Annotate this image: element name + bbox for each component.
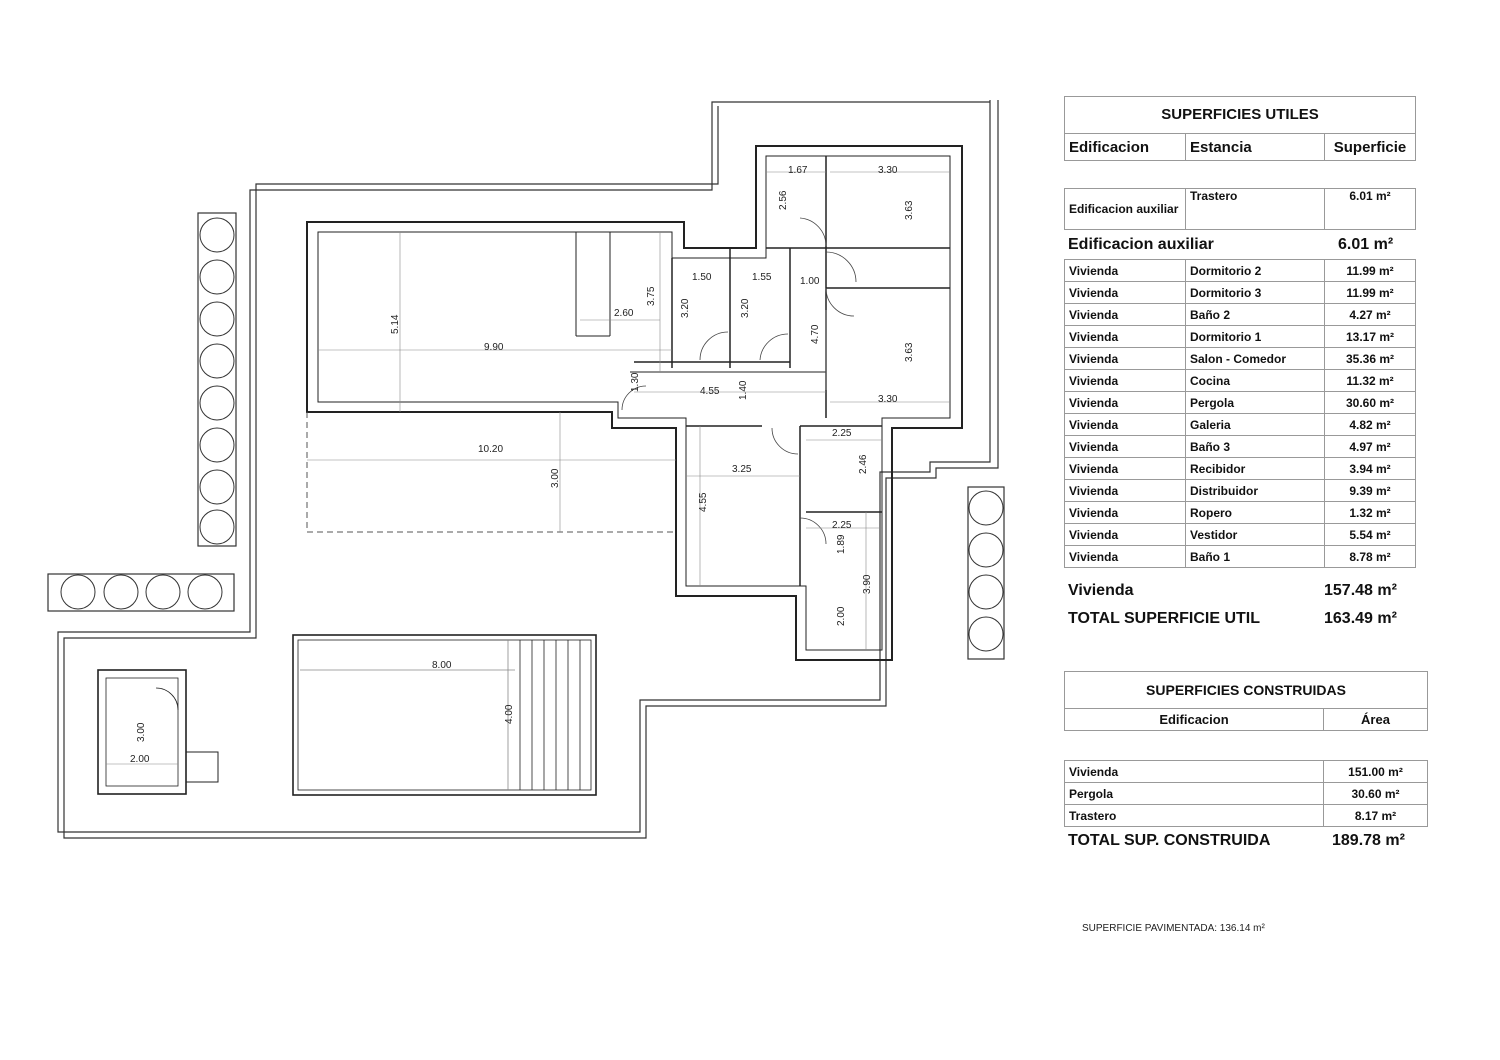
cell-estancia: Recibidor bbox=[1186, 458, 1325, 480]
cell-edificacion: Vivienda bbox=[1065, 458, 1186, 480]
cell-estancia: Trastero bbox=[1186, 189, 1325, 230]
cell-edificacion: Vivienda bbox=[1065, 348, 1186, 370]
col-edificacion-header: Edificacion bbox=[1065, 709, 1324, 731]
dim-label: 4.55 bbox=[700, 386, 720, 397]
cell-edificacion: Vivienda bbox=[1065, 260, 1186, 282]
table-row bbox=[1065, 348, 1416, 370]
table-row bbox=[1065, 370, 1416, 392]
cell-area: 30.60 m² bbox=[1324, 783, 1428, 805]
table-row bbox=[1065, 414, 1416, 436]
dim-label: 9.90 bbox=[484, 342, 504, 353]
cell-superficie: 4.27 m² bbox=[1325, 304, 1416, 326]
table-row bbox=[1065, 282, 1416, 304]
table-row bbox=[1065, 392, 1416, 414]
table-row bbox=[1065, 304, 1416, 326]
dim-label: 3.20 bbox=[680, 298, 691, 318]
dim-label: 4.70 bbox=[810, 324, 821, 344]
dim-label: 1.50 bbox=[692, 272, 712, 283]
cell-edificacion: Vivienda bbox=[1065, 436, 1186, 458]
table-row bbox=[1065, 480, 1416, 502]
construidas-total-value: 189.78 m² bbox=[1332, 832, 1405, 849]
cell-edificacion: Vivienda bbox=[1065, 480, 1186, 502]
cell-superficie: 9.39 m² bbox=[1325, 480, 1416, 502]
cell-edificacion: Vivienda bbox=[1065, 546, 1186, 568]
dim-label: 3.25 bbox=[732, 464, 752, 475]
table-row bbox=[1065, 524, 1416, 546]
cell-edificacion: Vivienda bbox=[1065, 392, 1186, 414]
dim-label: 3.00 bbox=[550, 468, 561, 488]
cell-superficie: 4.97 m² bbox=[1325, 436, 1416, 458]
dim-label: 10.20 bbox=[478, 444, 504, 455]
cell-estancia: Pergola bbox=[1186, 392, 1325, 414]
cell-estancia: Dormitorio 1 bbox=[1186, 326, 1325, 348]
cell-superficie: 5.54 m² bbox=[1325, 524, 1416, 546]
dim-label: 5.14 bbox=[390, 314, 401, 334]
cell-superficie: 13.17 m² bbox=[1325, 326, 1416, 348]
construidas-title: SUPERFICIES CONSTRUIDAS bbox=[1064, 671, 1428, 709]
cell-superficie: 11.32 m² bbox=[1325, 370, 1416, 392]
cell-superficie: 30.60 m² bbox=[1325, 392, 1416, 414]
dim-label: 2.60 bbox=[614, 308, 634, 319]
cell-superficie: 6.01 m² bbox=[1325, 189, 1416, 230]
pergola-outline bbox=[307, 412, 676, 532]
cell-estancia: Galeria bbox=[1186, 414, 1325, 436]
auxiliar-total-row bbox=[1068, 236, 1418, 256]
utiles-total-row bbox=[1068, 610, 1418, 630]
table-row bbox=[1065, 458, 1416, 480]
utiles-total-value: 163.49 m² bbox=[1324, 610, 1397, 627]
utiles-header-table bbox=[1064, 133, 1416, 161]
cell-estancia: Cocina bbox=[1186, 370, 1325, 392]
cell-superficie: 11.99 m² bbox=[1325, 282, 1416, 304]
storage-annex bbox=[98, 670, 218, 794]
cell-edificacion: Trastero bbox=[1065, 805, 1324, 827]
cell-estancia: Ropero bbox=[1186, 502, 1325, 524]
cell-estancia: Dormitorio 2 bbox=[1186, 260, 1325, 282]
dim-label: 3.75 bbox=[646, 286, 657, 306]
cell-area: 8.17 m² bbox=[1324, 805, 1428, 827]
pool bbox=[293, 635, 596, 795]
table-row bbox=[1065, 805, 1428, 827]
cell-superficie: 1.32 m² bbox=[1325, 502, 1416, 524]
cell-edificacion: Vivienda bbox=[1065, 414, 1186, 436]
cell-edificacion: Vivienda bbox=[1065, 282, 1186, 304]
table-row bbox=[1065, 260, 1416, 282]
cell-edificacion: Vivienda bbox=[1065, 524, 1186, 546]
cell-superficie: 11.99 m² bbox=[1325, 260, 1416, 282]
dim-label: 4.00 bbox=[504, 704, 515, 724]
table-row bbox=[1065, 189, 1416, 230]
cell-estancia: Baño 2 bbox=[1186, 304, 1325, 326]
auxiliar-total-value: 6.01 m² bbox=[1338, 236, 1394, 253]
table-row bbox=[1065, 502, 1416, 524]
cell-estancia: Baño 1 bbox=[1186, 546, 1325, 568]
cell-superficie: 3.94 m² bbox=[1325, 458, 1416, 480]
dim-label: 3.63 bbox=[904, 342, 915, 362]
dim-label: 3.63 bbox=[904, 200, 915, 220]
cell-estancia: Dormitorio 3 bbox=[1186, 282, 1325, 304]
cell-edificacion: Edificacion auxiliar bbox=[1065, 189, 1186, 230]
cell-edificacion: Vivienda bbox=[1065, 502, 1186, 524]
table-row bbox=[1065, 761, 1428, 783]
table-row bbox=[1065, 326, 1416, 348]
dim-label: 1.67 bbox=[788, 165, 808, 176]
utiles-auxiliar-table bbox=[1064, 188, 1416, 230]
dim-label: 2.25 bbox=[832, 428, 852, 439]
table-row bbox=[1065, 436, 1416, 458]
cell-superficie: 35.36 m² bbox=[1325, 348, 1416, 370]
vivienda-total-value: 157.48 m² bbox=[1324, 582, 1397, 599]
cell-estancia: Salon - Comedor bbox=[1186, 348, 1325, 370]
cell-edificacion: Vivienda bbox=[1065, 304, 1186, 326]
dim-label: 3.30 bbox=[878, 165, 898, 176]
table-row bbox=[1065, 546, 1416, 568]
vivienda-total-label: Vivienda bbox=[1068, 582, 1134, 599]
cell-edificacion: Vivienda bbox=[1065, 370, 1186, 392]
table-row bbox=[1065, 783, 1428, 805]
dim-label: 4.55 bbox=[698, 492, 709, 512]
dim-label: 3.20 bbox=[740, 298, 751, 318]
auxiliar-total-label: Edificacion auxiliar bbox=[1068, 236, 1214, 253]
construidas-header-table bbox=[1064, 708, 1428, 731]
construidas-total-row bbox=[1068, 832, 1428, 852]
col-estancia-header: Estancia bbox=[1186, 134, 1325, 161]
construidas-table bbox=[1064, 760, 1428, 827]
col-area-header: Área bbox=[1324, 709, 1428, 731]
paved-area-note: SUPERFICIE PAVIMENTADA: 136.14 m² bbox=[1082, 923, 1265, 934]
dim-label: 1.55 bbox=[752, 272, 772, 283]
cell-superficie: 8.78 m² bbox=[1325, 546, 1416, 568]
cell-edificacion: Pergola bbox=[1065, 783, 1324, 805]
cell-area: 151.00 m² bbox=[1324, 761, 1428, 783]
utiles-total-label: TOTAL SUPERFICIE UTIL bbox=[1068, 610, 1261, 627]
col-superficie-header: Superficie bbox=[1325, 134, 1416, 161]
vivienda-total-row bbox=[1068, 582, 1418, 602]
construidas-total-label: TOTAL SUP. CONSTRUIDA bbox=[1068, 832, 1271, 849]
dim-label: 1.00 bbox=[800, 276, 820, 287]
cell-estancia: Distribuidor bbox=[1186, 480, 1325, 502]
dim-label: 2.25 bbox=[832, 520, 852, 531]
cell-edificacion: Vivienda bbox=[1065, 761, 1324, 783]
dim-label: 1.30 bbox=[630, 372, 641, 392]
dim-label: 2.46 bbox=[858, 454, 869, 474]
dim-label: 3.00 bbox=[136, 722, 147, 742]
dim-label: 2.00 bbox=[836, 606, 847, 626]
cell-superficie: 4.82 m² bbox=[1325, 414, 1416, 436]
dim-label: 3.30 bbox=[878, 394, 898, 405]
dim-label: 2.00 bbox=[130, 754, 150, 765]
dim-label: 3.90 bbox=[862, 574, 873, 594]
col-edificacion-header: Edificacion bbox=[1065, 134, 1186, 161]
dim-label: 8.00 bbox=[432, 660, 452, 671]
utiles-vivienda-table bbox=[1064, 259, 1416, 568]
dim-label: 1.89 bbox=[836, 534, 847, 554]
dim-label: 2.56 bbox=[778, 190, 789, 210]
cell-edificacion: Vivienda bbox=[1065, 326, 1186, 348]
cell-estancia: Baño 3 bbox=[1186, 436, 1325, 458]
utiles-title: SUPERFICIES UTILES bbox=[1064, 96, 1416, 134]
dim-label: 1.40 bbox=[738, 380, 749, 400]
cell-estancia: Vestidor bbox=[1186, 524, 1325, 546]
